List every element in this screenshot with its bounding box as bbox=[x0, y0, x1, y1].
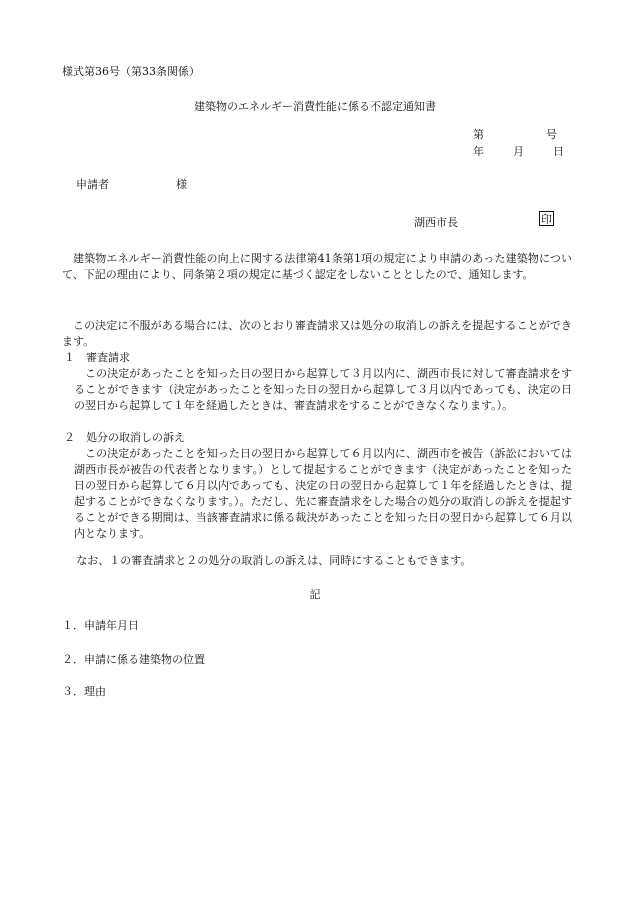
appeal-item-number: ２ bbox=[64, 431, 75, 444]
appeal-item-text: この決定があったことを知った日の翌日から起算して３月以内に、湖西市長に対して審査請求をすることができます（決定があったことを知った日の翌日から起算して３月以内であっても、決定の日の翌日から起算して１年を経過したときは、審査請求をすることができなくなります。）。 bbox=[74, 367, 572, 412]
applicant-honorific: 様 bbox=[176, 178, 187, 191]
appeal-item-text: この決定があったことを知った日の翌日から起算して６月以内に、湖西市を被告（訴訟においては湖西市長が被告の代表者となります。）として提起することができます（決定があったことを知った日の翌日から起算して６月以内であっても、決定の日の翌日から起算して１年を経過したときは、提起することができなくなります。）。ただし、先に審査請求をした場合の処分の取消しの訴えを提起することができる期間は、当該審査請求に係る裁決があったことを知った日の翌日から起算して６月以内となります。 bbox=[74, 447, 572, 540]
seal-box: 印 bbox=[541, 213, 552, 226]
appeal-item-heading bbox=[64, 350, 130, 366]
number-go: 号 bbox=[546, 128, 557, 141]
appeal-item-heading bbox=[64, 430, 185, 446]
appeal-item-title: 審査請求 bbox=[86, 351, 130, 364]
main-paragraph: 建築物エネルギー消費性能の向上に関する法律第41条第1項の規定により申請のあった建築物について、下記の理由により、同条第２項の規定に基づく認定をしないこととしたので、通知します。 bbox=[62, 252, 572, 281]
list-item bbox=[62, 618, 139, 634]
applicant-line bbox=[76, 177, 187, 193]
list-item-number: ３． bbox=[62, 685, 84, 698]
date-month: 月 bbox=[513, 145, 524, 158]
ki-marker: 記 bbox=[309, 588, 321, 601]
list-item bbox=[62, 684, 106, 700]
document-title: 建築物のエネルギー消費性能に係る不認定通知書 bbox=[194, 100, 436, 113]
applicant-label: 申請者 bbox=[76, 178, 109, 191]
date-year: 年 bbox=[473, 145, 484, 158]
list-item-number: １． bbox=[62, 619, 84, 632]
list-item bbox=[62, 652, 205, 668]
appeal-item-title: 処分の取消しの訴え bbox=[86, 431, 185, 444]
number-dai: 第 bbox=[473, 128, 484, 141]
note-paragraph: なお、１の審査請求と２の処分の取消しの訴えは、同時にすることもできます。 bbox=[76, 554, 472, 567]
date-day: 日 bbox=[553, 145, 564, 158]
issuer-name: 湖西市長 bbox=[414, 216, 458, 229]
document-number-line bbox=[473, 127, 557, 143]
list-item-number: ２． bbox=[62, 653, 84, 666]
list-item-label: 理由 bbox=[84, 685, 106, 698]
list-item-label: 申請に係る建築物の位置 bbox=[84, 653, 205, 666]
appeal-item-number: １ bbox=[64, 351, 75, 364]
document-date-line bbox=[473, 144, 564, 160]
appeal-intro: この決定に不服がある場合には、次のとおり審査請求又は処分の取消しの訴えを提起することができます。 bbox=[62, 319, 572, 348]
form-number: 様式第36号（第33条関係） bbox=[62, 65, 200, 78]
list-item-label: 申請年月日 bbox=[84, 619, 139, 632]
